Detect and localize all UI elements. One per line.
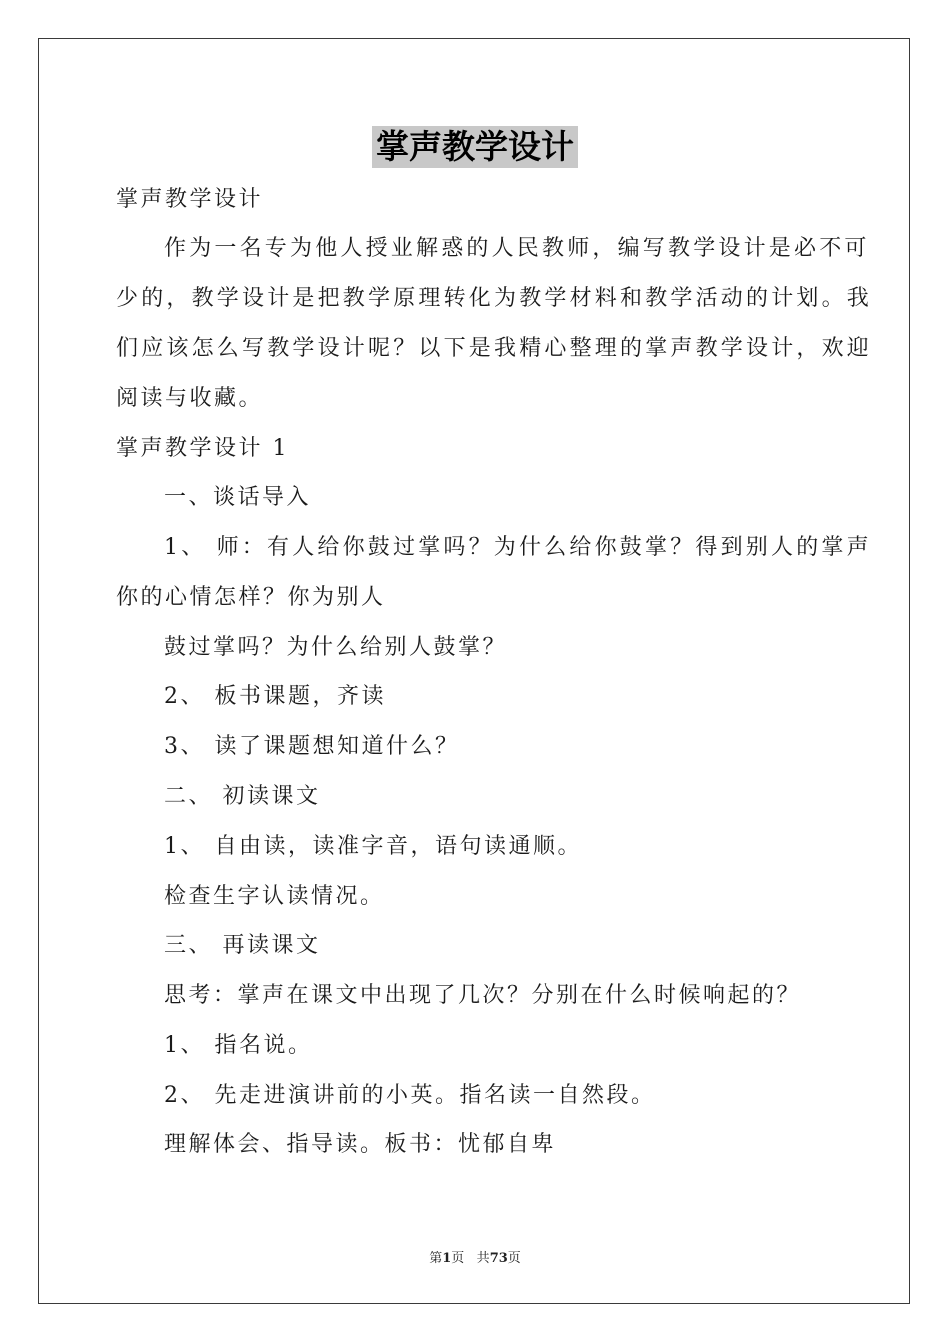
footer-total-suffix: 页 [507, 1251, 521, 1266]
page-border [38, 38, 910, 1304]
footer-page-prefix: 第 [429, 1251, 443, 1266]
paragraph-line: 理解体会、指导读。板书：忧郁自卑 [164, 1132, 557, 1157]
list-item-continuation: 鼓过掌吗？为什么给别人鼓掌？ [164, 635, 508, 660]
section-heading: 掌声教学设计 1 [116, 436, 289, 461]
footer-page-suffix: 页 [451, 1251, 465, 1266]
list-item: 2、 先走进演讲前的小英。指名读一自然段。 [164, 1083, 656, 1108]
paragraph-line: 阅读与收藏。 [116, 386, 264, 411]
subsection-heading: 二、 初读课文 [164, 784, 321, 809]
footer-total-pages: 73 [489, 1251, 508, 1266]
subtitle-line: 掌声教学设计 [116, 187, 264, 212]
list-item-continuation: 你的心情怎样？你为别人 [116, 585, 386, 610]
paragraph-line: 思考：掌声在课文中出现了几次？分别在什么时候响起的？ [164, 983, 802, 1008]
title-container [0, 126, 950, 168]
list-item: 1、 自由读，读准字音，语句读通顺。 [164, 834, 582, 859]
subsection-heading: 一、谈话导入 [164, 485, 312, 510]
list-item: 1、 师：有人给你鼓过掌吗？为什么给你鼓掌？得到别人的掌声 [164, 535, 872, 560]
document-title: 掌声教学设计 [372, 126, 578, 168]
subsection-heading: 三、 再读课文 [164, 933, 321, 958]
page-footer [0, 1247, 950, 1266]
paragraph-line: 检查生字认读情况。 [164, 884, 385, 909]
list-item: 1、 指名说。 [164, 1033, 313, 1058]
footer-page-number: 1 [442, 1251, 452, 1266]
paragraph-line: 少的，教学设计是把教学原理转化为教学材料和教学活动的计划。我 [116, 286, 873, 311]
paragraph-line: 们应该怎么写教学设计呢？以下是我精心整理的掌声教学设计，欢迎 [116, 336, 873, 361]
list-item: 2、 板书课题，齐读 [164, 684, 386, 709]
list-item: 3、 读了课题想知道什么？ [164, 734, 460, 759]
paragraph-line: 作为一名专为他人授业解惑的人民教师，编写教学设计是必不可 [164, 236, 870, 261]
footer-total-prefix: 共 [476, 1251, 490, 1266]
